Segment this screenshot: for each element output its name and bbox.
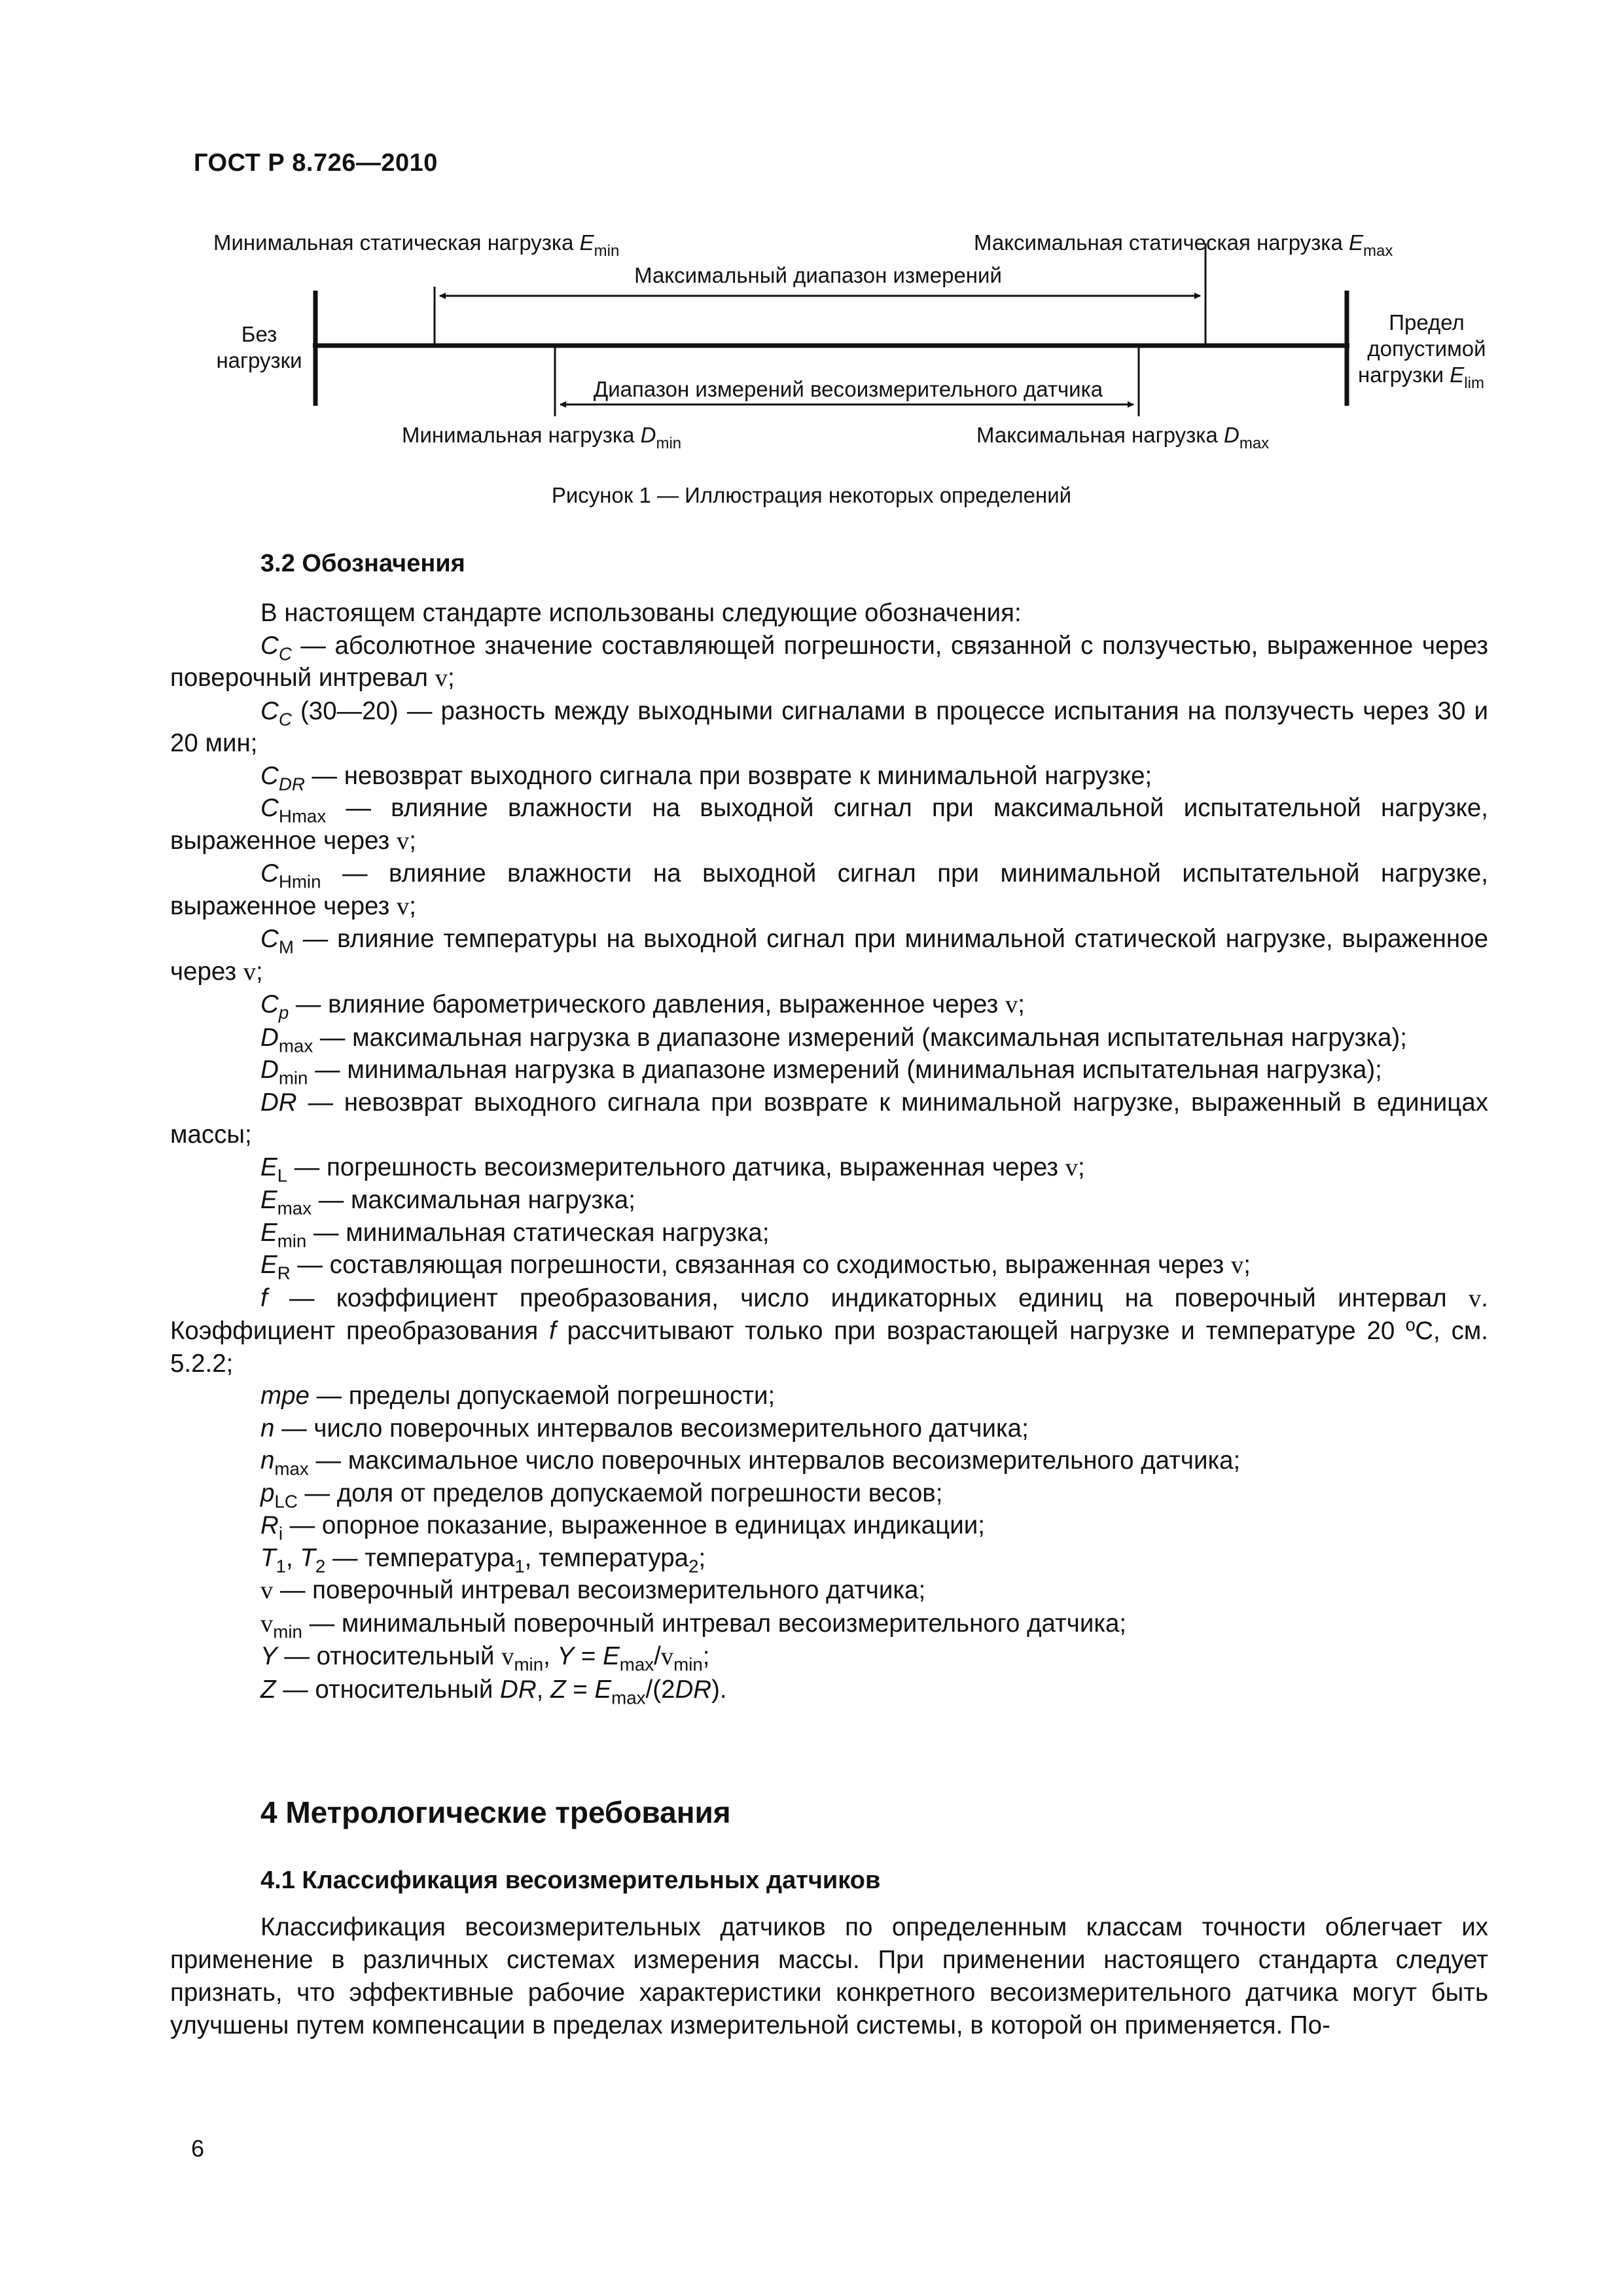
symbol-item: $C_{Hmin}$ — влияние влажности на выходной сигнал при минимальной испытательной нагрузке, выраженное через v; bbox=[170, 859, 1488, 920]
symbol-item: $C_{Hmax}$ — влияние влажности на выходной сигнал при максимальной испытательной нагрузке, выраженное через v; bbox=[170, 794, 1488, 855]
symbol-item: $E_{max}$ — максимальная нагрузка; bbox=[260, 1186, 635, 1219]
symbol-item: $n_{max}$ — максимальное число поверочных интервалов весоизмерительного датчика; bbox=[260, 1446, 1241, 1479]
symbol-item: mpe — пределы допускаемой погрешности; bbox=[260, 1382, 776, 1410]
section-heading-4-1: 4.1 Классификация весоизмерительных датчиков bbox=[260, 1867, 881, 1894]
section-heading-3-2: 3.2 Обозначения bbox=[260, 550, 465, 577]
symbol-item: $C_C$ — абсолютное значение составляющей погрешности, связанной с ползучестью, выраженное через поверочный интревал v; bbox=[170, 631, 1488, 692]
dmin-label: Минимальная нагрузка $D_{min}$ bbox=[402, 423, 682, 452]
symbols-list bbox=[170, 597, 1488, 1706]
body-paragraph: Классификация весоизмерительных датчиков по определенным классам точности облегчает их применение в различных системах измерения массы. При применении настоящего стандарта следует признать, что эффективные рабочие характеристики конкретного весоизмерительного датчика могут быть улучшены путем компенсации в пределах измерительной системы, в которой он применяется. По- bbox=[170, 1913, 1488, 2039]
emax-label: Максимальная статическая нагрузка $E_{max}$ bbox=[974, 230, 1393, 260]
emin-label: Минимальная статическая нагрузка $E_{min}$ bbox=[213, 230, 620, 260]
symbol-item: $C_p$ — влияние барометрического давления, выраженное через v; bbox=[260, 990, 1025, 1023]
symbol-item: $C_{DR}$ — невозврат выходного сигнала при возврате к минимальной нагрузке; bbox=[260, 761, 1152, 795]
symbol-item: $v_{min}$ — минимальный поверочный интревал весоизмерительного датчика; bbox=[260, 1609, 1127, 1642]
limit-label-3: нагрузки $E_{lim}$ bbox=[1358, 363, 1484, 392]
symbol-item: $C_M$ — влияние температуры на выходной сигнал при минимальной статической нагрузке, выраженное через v; bbox=[170, 925, 1488, 986]
symbol-item: n — число поверочных интервалов весоизмерительного датчика; bbox=[260, 1414, 1029, 1443]
chapter-heading-4: 4 Метрологические требования bbox=[260, 1795, 731, 1829]
load-range-diagram bbox=[0, 0, 1623, 537]
symbol-item: DR — невозврат выходного сигнала при возврате к минимальной нагрузке, выраженный в единицах массы; bbox=[170, 1088, 1488, 1149]
symbol-item: $R_i$ — опорное показание, выраженное в единицах индикации; bbox=[260, 1511, 985, 1544]
symbol-items bbox=[170, 630, 1488, 1542]
max-range-label: Максимальный диапазон измерений bbox=[634, 263, 1002, 287]
no-load-label-2: нагрузки bbox=[216, 348, 302, 372]
symbol-item: $E_{min}$ — минимальная статическая нагрузка; bbox=[260, 1218, 770, 1251]
figure-caption: Рисунок 1 — Иллюстрация некоторых определений bbox=[551, 483, 1072, 507]
symbol-item: Y — относительный $v_{min}$, $Y = E_{max}/v_{min}$; bbox=[260, 1642, 710, 1675]
symbol-item: $D_{min}$ — минимальная нагрузка в диапазоне измерений (минимальная испытательная нагрузка); bbox=[260, 1056, 1382, 1088]
symbol-item: Z — относительный DR, $Z = E_{max}/(2DR)$. bbox=[260, 1675, 727, 1708]
cell-range-label: Диапазон измерений весоизмерительного датчика bbox=[593, 377, 1103, 401]
symbol-item: $E_R$ — составляющая погрешности, связанная со сходимостью, выраженная через v; bbox=[260, 1251, 1251, 1283]
symbol-item: f — коэффициент преобразования, число индикаторных единиц на поверочный интервал v. Коэффициент преобразования f рассчитывают только при возрастающей нагрузке и температуре 20 ºС, см. 5.2.2; bbox=[170, 1283, 1488, 1378]
symbols-intro: В настоящем стандарте использованы следующие обозначения: bbox=[260, 599, 1022, 627]
symbol-item: v — поверочный интревал весоизмерительного датчика; bbox=[260, 1576, 926, 1604]
dmax-label: Максимальная нагрузка $D_{max}$ bbox=[976, 423, 1270, 452]
symbol-item: $T_1$, $T_2$ — температура$_1$, температура$_2$; bbox=[260, 1543, 706, 1577]
limit-label-1: Предел bbox=[1389, 310, 1465, 334]
limit-label-2: допустимой bbox=[1367, 336, 1486, 361]
page-number: 6 bbox=[191, 2135, 205, 2162]
symbol-item: $C_C$ (30—20) — разность между выходными сигналами в процессе испытания на ползучесть через 30 и 20 мин; bbox=[170, 696, 1488, 757]
symbol-item: $D_{max}$ — максимальная нагрузка в диапазоне измерений (максимальная испытательная нагрузка); bbox=[260, 1023, 1407, 1056]
no-load-label-1: Без bbox=[241, 322, 277, 346]
figure-1 bbox=[0, 0, 1623, 537]
symbol-item: $E_L$ — погрешность весоизмерительного датчика, выраженная через v; bbox=[260, 1153, 1085, 1186]
document-header: ГОСТ Р 8.726—2010 bbox=[194, 149, 438, 177]
symbol-item: $p_{LC}$ — доля от пределов допускаемой погрешности весов; bbox=[260, 1479, 943, 1512]
